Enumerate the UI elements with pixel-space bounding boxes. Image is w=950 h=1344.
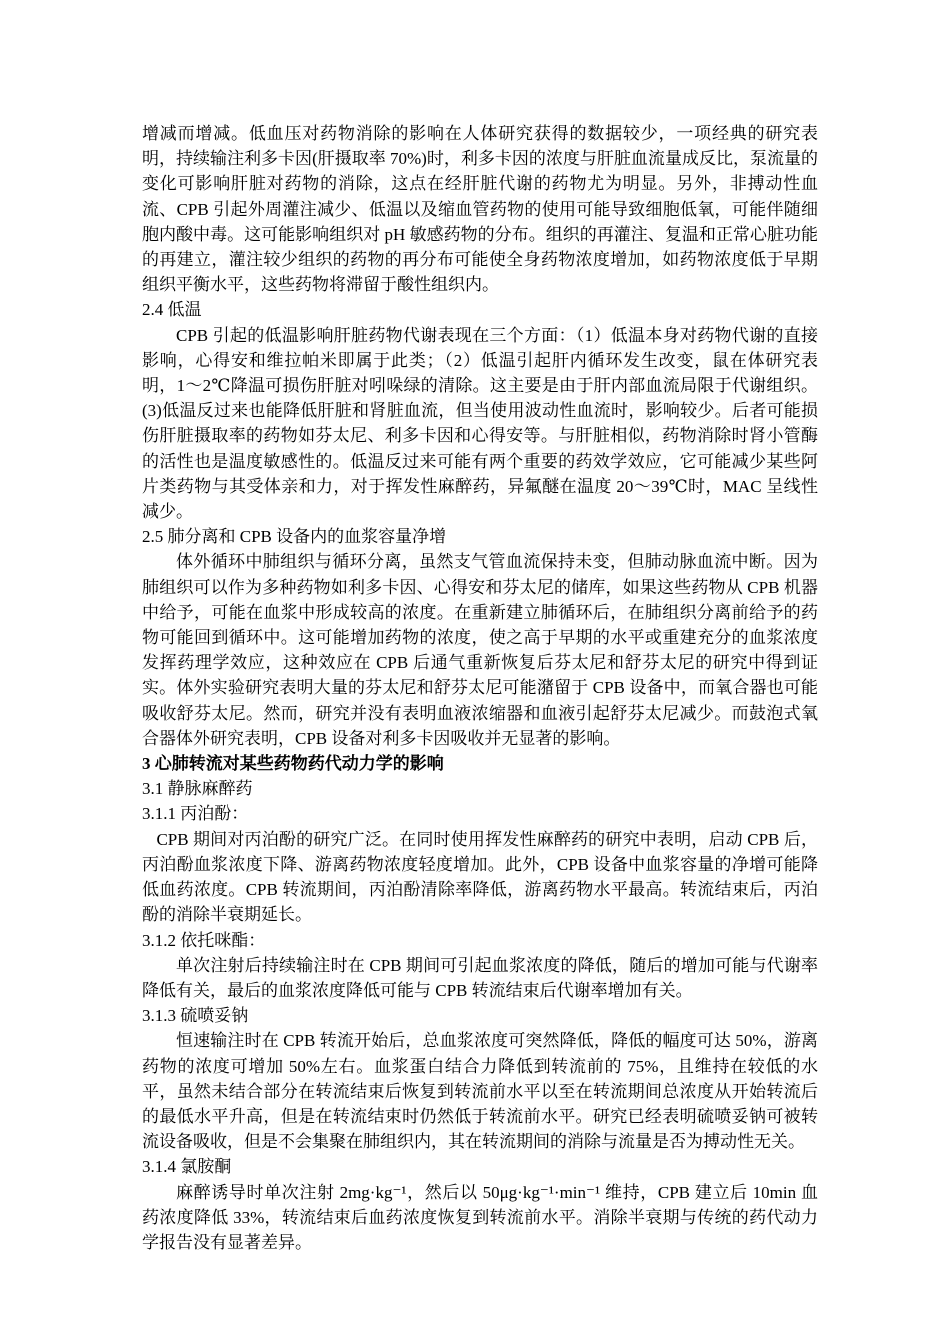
section-heading: 3.1 静脉麻醉药 [142,779,253,799]
paragraph: CPB 引起的低温影响肝脏药物代谢表现在三个方面：（1）低温本身对药物代谢的直接影响，心得安和维拉帕米即属于此类；（2）低温引起肝内循环发生改变，鼠在体研究表明，1～2℃降温可损伤肝脏对吲哚绿的清除。这主要是由于肝内部血流局限于代谢组织。(3)低温反过来也能降低肝脏和肾脏血流，但当使用波动性血流时，影响较少。后者可能损伤肝脏摄取率的药物如芬太尼、利多卡因和心得安等。与肝脏相似，药物消除时肾小管酶的活性也是温度敏感性的。低温反过来可能有两个重要的药效学效应，它可能减少某些阿片类药物与其受体亲和力，对于挥发性麻醉药，异氟醚在温度 20～39℃时，MAC 呈线性减少。 [142,325,818,522]
section-heading: 2.4 低温 [142,300,202,320]
section-heading: 3.1.2 依托咪酯： [142,930,266,950]
paragraph: 增减而增减。低血压对药物消除的影响在人体研究获得的数据较少，一项经典的研究表明，持续输注利多卡因(肝摄取率 70%)时，利多卡因的浓度与肝脏血流量成反比，泵流量的变化可影响肝脏对药物的消除，这点在经肝脏代谢的药物尤为明显。另外，非搏动性血流、CPB 引起外周灌注减少、低温以及缩血管药物的使用可能导致细胞低氧，可能伴随细胞内酸中毒。这可能影响组织对 pH 敏感药物的分布。组织的再灌注、复温和正常心脏功能的再建立，灌注较少组织的药物的再分布可能使全身药物浓度增加，如药物浓度低于早期组织平衡水平，这些药物将滞留于酸性组织内。 [142,124,818,295]
section-heading: 3.1.3 硫喷妥钠 [142,1006,249,1026]
paragraph: 体外循环中肺组织与循环分离，虽然支气管血流保持未变，但肺动脉血流中断。因为肺组织可以作为多种药物如利多卡因、心得安和芬太尼的储库，如果这些药物从 CPB 机器中给予，可能在血浆中形成较高的浓度。在重新建立肺循环后，在肺组织分离前给予的药物可能回到循环中。这可能增加药物的浓度，使之高于早期的水平或重建充分的血浆浓度发挥药理学效应，这种效应在 CPB 后通气重新恢复后芬太尼和舒芬太尼的研究中得到证实。体外实验研究表明大量的芬太尼和舒芬太尼可能潴留于 CPB 设备中，而氧合器也可能吸收舒芬太尼。然而，研究并没有表明血液浓缩器和血液引起舒芬太尼减少。而鼓泡式氧合器体外研究表明，CPB 设备对利多卡因吸收并无显著的影响。 [142,552,818,748]
paragraph: CPB 期间对丙泊酚的研究广泛。在同时使用挥发性麻醉药的研究中表明，启动 CPB 后，丙泊酚血浆浓度下降、游离药物浓度轻度增加。此外，CPB 设备中血浆容量的净增可能降低血药浓度。CPB 转流期间，丙泊酚清除率降低，游离药物水平最高。转流结束后，丙泊酚的消除半衰期延长。 [142,829,818,925]
section-heading: 3.1.1 丙泊酚： [142,804,249,824]
paragraph: 单次注射后持续输注时在 CPB 期间可引起血浆浓度的降低，随后的增加可能与代谢率降低有关，最后的血浆浓度降低可能与 CPB 转流结束后代谢率增加有关。 [142,955,818,1000]
section-heading: 2.5 肺分离和 CPB 设备内的血浆容量净增 [142,527,447,547]
paragraph: 麻醉诱导时单次注射 2mg·kg⁻¹，然后以 50μg·kg⁻¹·min⁻¹ 维持，CPB 建立后 10min 血药浓度降低 33%，转流结束后血药浓度恢复到转流前水平。消除半衰期与传统的药代动力学报告没有显著差异。 [142,1182,818,1252]
document-content [142,121,818,1255]
section-heading: 3.1.4 氯胺酮 [142,1157,232,1177]
section-heading: 3 心肺转流对某些药物药代动力学的影响 [142,754,444,774]
paragraph: 恒速输注时在 CPB 转流开始后，总血浆浓度可突然降低，降低的幅度可达 50%，游离药物的浓度可增加 50%左右。血浆蛋白结合力降低到转流前的 75%，且维持在较低的水平，虽然未结合部分在转流结束后恢复到转流前水平以至在转流期间总浓度从开始转流后的最低水平升高，但是在转流结束时仍然低于转流前水平。研究已经表明硫喷妥钠可被转流设备吸收，但是不会集聚在肺组织内，其在转流期间的消除与流量是否为搏动性无关。 [142,1031,818,1152]
